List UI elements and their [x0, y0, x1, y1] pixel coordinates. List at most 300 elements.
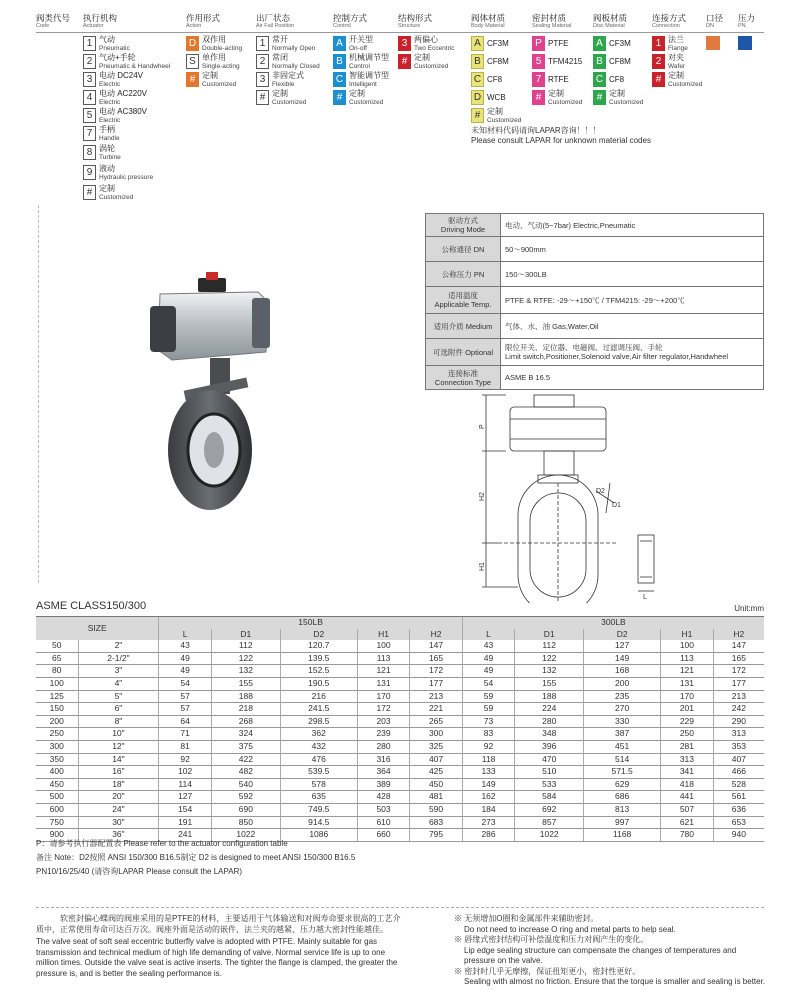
- table-cell: 73: [462, 715, 515, 728]
- option-disc-a: A CF3M: [593, 36, 631, 53]
- cell-dn: 750: [36, 816, 78, 829]
- prop-row-medium: 适用介质 Medium 气体、水、油 Gas,Water,Oil: [426, 314, 764, 339]
- cell-inch: 3": [78, 665, 159, 678]
- table-cell: 120.7: [280, 640, 357, 652]
- table-cell: 155: [211, 677, 280, 690]
- col-300-l: L: [462, 629, 515, 641]
- table-row: [36, 803, 764, 816]
- table-cell: 578: [280, 778, 357, 791]
- table-cell: 561: [713, 791, 764, 804]
- prop-row-optional: 可选附件 Optional 限位开关、定位器、电磁阀、过滤调压阀、手轮 Limit switch,Positioner,Solenoid valve,Air filter regulator,Handwheel: [426, 339, 764, 366]
- table-cell: 265: [410, 715, 463, 728]
- table-cell: 590: [410, 803, 463, 816]
- table-cell: 83: [462, 728, 515, 741]
- option-body-c: C CF8: [471, 72, 502, 89]
- cell-dn: 500: [36, 791, 78, 804]
- table-cell: 280: [357, 740, 410, 753]
- table-cell: 692: [515, 803, 584, 816]
- table-cell: 154: [159, 803, 212, 816]
- header-airfail: 出厂状态 Air Fail Position: [256, 13, 295, 29]
- table-cell: 914.5: [280, 816, 357, 829]
- table-cell: 147: [713, 640, 764, 652]
- table-cell: 241.5: [280, 703, 357, 716]
- table-cell: 375: [211, 740, 280, 753]
- description-cn: 软密封偏心蝶阀的阀座采用的是PTFE的材料，主要适用于气体输送和对阀寿命要求很高的工艺介质中，正常使用寿命可达百万次。阀座外面是活动的嵌件，法兰夹的越紧、压力越大密封性能越佳。: [36, 914, 401, 934]
- option-sealing-7: 7 RTFE: [532, 72, 569, 89]
- header-connection: 连接方式 Connection: [652, 13, 687, 29]
- feature-list: [454, 914, 766, 988]
- table-cell: 286: [462, 829, 515, 842]
- prop-row-driving: 驱动方式 Driving Mode 电动、气动(5~7bar) Electric,Pneumatic: [426, 214, 764, 237]
- table-cell: 690: [211, 803, 280, 816]
- table-cell: 432: [280, 740, 357, 753]
- table-cell: 1086: [280, 829, 357, 842]
- description-en: The valve seat of soft seal eccentric butterfly valve is adopted with PTFE. Mainly suitable for gas transmission and technical medium of high life demanding of valve. Normal service life is up to one million times. Outside the valve seat is active inserts. The tighter the flange is clamped, the greater the pressure is, and is better the sealing performance is.: [36, 937, 398, 978]
- table-cell: 270: [584, 703, 661, 716]
- table-cell: 653: [713, 816, 764, 829]
- table-cell: 132: [515, 665, 584, 678]
- table-cell: 177: [713, 677, 764, 690]
- table-cell: 54: [159, 677, 212, 690]
- cell-inch: 24": [78, 803, 159, 816]
- table-cell: 325: [410, 740, 463, 753]
- table-cell: 235: [584, 690, 661, 703]
- col-300-d2: D2: [584, 629, 661, 641]
- option-sealing-p: P PTFE: [532, 36, 568, 53]
- table-cell: 407: [410, 753, 463, 766]
- header-disc: 阀板材质 Disc Material: [593, 13, 628, 29]
- table-row: [36, 740, 764, 753]
- table-cell: 121: [661, 665, 714, 678]
- table-cell: 636: [713, 803, 764, 816]
- table-unit: Unit:mm: [734, 604, 764, 613]
- table-cell: 621: [661, 816, 714, 829]
- note-d2: 备注 Note：D2按照 ANSI 150/300 B16.5制定 D2 is designed to meet ANSI 150/300 B16.5: [36, 853, 356, 862]
- table-cell: 149: [584, 652, 661, 665]
- cell-dn: 900: [36, 829, 78, 842]
- table-cell: 795: [410, 829, 463, 842]
- cell-dn: 150: [36, 703, 78, 716]
- option-structure-3: 3 两偏心 Two Eccentric: [398, 36, 454, 53]
- cell-inch: 14": [78, 753, 159, 766]
- option-airfail-custom: # 定制 Customized: [256, 90, 306, 107]
- table-cell: 213: [713, 690, 764, 703]
- cell-inch: 4": [78, 677, 159, 690]
- prop-row-connection: 连接标准 Connection Type ASME B 16.5: [426, 366, 764, 390]
- table-cell: 127: [584, 640, 661, 652]
- cell-inch: 30": [78, 816, 159, 829]
- valve-product-image: [140, 272, 290, 532]
- table-cell: 428: [357, 791, 410, 804]
- table-cell: 49: [159, 652, 212, 665]
- cell-dn: 450: [36, 778, 78, 791]
- table-cell: 441: [661, 791, 714, 804]
- table-cell: 290: [713, 715, 764, 728]
- table-cell: 131: [661, 677, 714, 690]
- table-cell: 539.5: [280, 766, 357, 779]
- table-cell: 313: [661, 753, 714, 766]
- cell-inch: 18": [78, 778, 159, 791]
- table-cell: 362: [280, 728, 357, 741]
- table-cell: 482: [211, 766, 280, 779]
- option-disc-c: C CF8: [593, 72, 624, 89]
- table-cell: 224: [515, 703, 584, 716]
- table-cell: 59: [462, 703, 515, 716]
- col-300-h2: H2: [713, 629, 764, 641]
- table-row: [36, 753, 764, 766]
- table-cell: 298.5: [280, 715, 357, 728]
- table-cell: 997: [584, 816, 661, 829]
- table-cell: 242: [713, 703, 764, 716]
- table-cell: 683: [410, 816, 463, 829]
- dimension-table: [36, 616, 764, 842]
- table-cell: 241: [159, 829, 212, 842]
- table-cell: 177: [410, 677, 463, 690]
- cell-inch: 10": [78, 728, 159, 741]
- option-airfail-2: 2 常闭 Normally Closed: [256, 54, 320, 71]
- cell-inch: 8": [78, 715, 159, 728]
- table-cell: 268: [211, 715, 280, 728]
- table-cell: 686: [584, 791, 661, 804]
- option-disc-custom: # 定制 Customized: [593, 90, 643, 107]
- table-cell: 165: [410, 652, 463, 665]
- table-cell: 540: [211, 778, 280, 791]
- table-cell: 1022: [515, 829, 584, 842]
- properties-table: [425, 213, 764, 390]
- table-cell: 155: [515, 677, 584, 690]
- cell-dn: 300: [36, 740, 78, 753]
- table-cell: 127: [159, 791, 212, 804]
- option-body-a: A CF3M: [471, 36, 509, 53]
- table-cell: 172: [357, 703, 410, 716]
- table-cell: 71: [159, 728, 212, 741]
- table-cell: 112: [211, 640, 280, 652]
- table-cell: 857: [515, 816, 584, 829]
- dn-swatch: [706, 36, 720, 50]
- option-structure-custom: # 定制 Customized: [398, 54, 448, 71]
- option-actuator-9: 9 液动 Hydraulic pressure: [83, 165, 153, 182]
- table-cell: 49: [159, 665, 212, 678]
- table-cell: 121: [357, 665, 410, 678]
- table-cell: 466: [713, 766, 764, 779]
- col-150-d1: D1: [211, 629, 280, 641]
- cell-inch: 36": [78, 829, 159, 842]
- table-cell: 57: [159, 703, 212, 716]
- table-cell: 229: [661, 715, 714, 728]
- table-cell: 813: [584, 803, 661, 816]
- table-row: [36, 690, 764, 703]
- feature-1-cn: ※ 无须增加O圈和金属部件来辅助密封。: [454, 914, 599, 923]
- table-cell: 592: [211, 791, 280, 804]
- feature-2-cn: ※ 唇缘式密封结构可补偿温度和压力对阀产生的变化。: [454, 935, 649, 944]
- option-control-b: B 机械调节型 Control: [333, 54, 389, 71]
- pn-swatch: [738, 36, 752, 50]
- table-cell: 481: [410, 791, 463, 804]
- feature-3-en: Sealing with almost no friction. Ensure that the torque is smaller and sealing is better.: [464, 977, 766, 986]
- cell-dn: 400: [36, 766, 78, 779]
- table-cell: 407: [713, 753, 764, 766]
- table-cell: 250: [661, 728, 714, 741]
- option-disc-b: B CF8M: [593, 54, 631, 71]
- table-cell: 300: [410, 728, 463, 741]
- option-action-d: D 双作用 Double-acting: [186, 36, 242, 53]
- table-cell: 749.5: [280, 803, 357, 816]
- cell-inch: 2-1/2": [78, 652, 159, 665]
- cell-dn: 600: [36, 803, 78, 816]
- table-cell: 364: [357, 766, 410, 779]
- table-cell: 1168: [584, 829, 661, 842]
- table-cell: 170: [661, 690, 714, 703]
- table-cell: 165: [713, 652, 764, 665]
- table-cell: 172: [410, 665, 463, 678]
- table-cell: 133: [462, 766, 515, 779]
- prop-row-pn: 公称压力 PN 150～300LB: [426, 262, 764, 287]
- cell-dn: 250: [36, 728, 78, 741]
- table-cell: 450: [410, 778, 463, 791]
- cell-dn: 200: [36, 715, 78, 728]
- size-header: SIZE: [36, 617, 159, 641]
- option-sealing-custom: # 定制 Customized: [532, 90, 582, 107]
- col-300-d1: D1: [515, 629, 584, 641]
- table-cell: 152.5: [280, 665, 357, 678]
- table-cell: 122: [515, 652, 584, 665]
- note-pn: PN10/16/25/40 (请咨询LAPAR Please consult the LAPAR): [36, 867, 243, 876]
- table-cell: 149: [462, 778, 515, 791]
- table-cell: 418: [661, 778, 714, 791]
- option-connection-2: 2 对夹 Wafer: [652, 54, 685, 71]
- option-connection-custom: # 定制 Customized: [652, 72, 702, 89]
- table-cell: 112: [515, 640, 584, 652]
- table-cell: 389: [357, 778, 410, 791]
- table-cell: 571.5: [584, 766, 661, 779]
- table-row: [36, 766, 764, 779]
- table-row: [36, 778, 764, 791]
- prop-row-temp: 适用温度 Applicable Temp. PTFE & RTFE: -29～+150℃ / TFM4215: -29～+200℃: [426, 287, 764, 314]
- table-row: [36, 715, 764, 728]
- cell-dn: 100: [36, 677, 78, 690]
- table-cell: 57: [159, 690, 212, 703]
- table-cell: 313: [713, 728, 764, 741]
- table-cell: 850: [211, 816, 280, 829]
- table-cell: 184: [462, 803, 515, 816]
- option-actuator-custom: # 定制 Customized: [83, 185, 133, 202]
- table-cell: 353: [713, 740, 764, 753]
- table-row: [36, 677, 764, 690]
- table-cell: 172: [713, 665, 764, 678]
- feature-2-en: Lip edge sealing structure can compensate the changes of temperatures and pressure on the valve.: [464, 945, 737, 965]
- table-cell: 387: [584, 728, 661, 741]
- table-cell: 147: [410, 640, 463, 652]
- table-cell: 514: [584, 753, 661, 766]
- table-cell: 100: [661, 640, 714, 652]
- table-cell: 528: [713, 778, 764, 791]
- option-actuator-1: 1 气动 Pneumatic: [83, 36, 130, 53]
- table-cell: 43: [462, 640, 515, 652]
- table-row: [36, 703, 764, 716]
- table-cell: 584: [515, 791, 584, 804]
- table-row: [36, 728, 764, 741]
- table-cell: 503: [357, 803, 410, 816]
- option-airfail-3: 3 非固定式 Flexible: [256, 72, 304, 89]
- option-actuator-8: 8 涡轮 Turbine: [83, 145, 121, 162]
- table-cell: 510: [515, 766, 584, 779]
- table-cell: 170: [357, 690, 410, 703]
- group-300lb: 300LB: [462, 617, 764, 629]
- option-sealing-5: 5 TFM4215: [532, 54, 582, 71]
- option-body-b: B CF8M: [471, 54, 509, 71]
- header-structure: 结构形式 Structure: [398, 13, 433, 29]
- table-cell: 396: [515, 740, 584, 753]
- option-actuator-2: 2 气动+手轮 Pneumatic & Handwheel: [83, 54, 170, 71]
- unknown-material-note: 未知材料代码请询LAPAR咨询！！！ Please consult LAPAR for unknown material codes: [471, 126, 651, 145]
- table-row: [36, 816, 764, 829]
- cell-inch: 12": [78, 740, 159, 753]
- table-cell: 132: [211, 665, 280, 678]
- header-control: 控制方式 Control: [333, 13, 368, 29]
- table-row: [36, 652, 764, 665]
- col-150-l: L: [159, 629, 212, 641]
- option-actuator-3: 3 电动 DC24V Electric: [83, 72, 143, 89]
- table-title: ASME CLASS150/300: [36, 600, 147, 612]
- table-cell: 221: [410, 703, 463, 716]
- table-cell: 213: [410, 690, 463, 703]
- note-p: P：请参考执行器配置表 Please refer to the actuator configuration table: [36, 839, 288, 848]
- table-cell: 470: [515, 753, 584, 766]
- table-row: [36, 665, 764, 678]
- option-actuator-5: 5 电动 AC380V Electric: [83, 108, 147, 125]
- table-cell: 635: [280, 791, 357, 804]
- table-cell: 341: [661, 766, 714, 779]
- option-control-a: A 开关型 On-off: [333, 36, 373, 53]
- table-cell: 218: [211, 703, 280, 716]
- table-cell: 92: [462, 740, 515, 753]
- table-cell: 122: [211, 652, 280, 665]
- option-actuator-7: 7 手柄 Handle: [83, 126, 120, 143]
- table-cell: 59: [462, 690, 515, 703]
- table-cell: 239: [357, 728, 410, 741]
- table-cell: 451: [584, 740, 661, 753]
- cell-dn: 65: [36, 652, 78, 665]
- cell-inch: 16": [78, 766, 159, 779]
- label-h2: H2: [479, 492, 486, 501]
- option-body-custom: # 定制 Customized: [471, 108, 521, 125]
- table-cell: 425: [410, 766, 463, 779]
- header-sealing: 密封材质 Sealing Material: [532, 13, 572, 29]
- group-150lb: 150LB: [159, 617, 462, 629]
- table-cell: 280: [515, 715, 584, 728]
- table-cell: 316: [357, 753, 410, 766]
- prop-row-dn: 公称通径 DN 50～900mm: [426, 237, 764, 262]
- table-cell: 114: [159, 778, 212, 791]
- option-control-c: C 智能调节型 Intelligent: [333, 72, 389, 89]
- table-cell: 281: [661, 740, 714, 753]
- option-action-s: S 单作用 Single-acting: [186, 54, 240, 71]
- label-l: L: [643, 594, 647, 601]
- table-cell: 102: [159, 766, 212, 779]
- table-cell: 49: [462, 652, 515, 665]
- table-cell: 188: [515, 690, 584, 703]
- table-cell: 139.5: [280, 652, 357, 665]
- cell-dn: 50: [36, 640, 78, 652]
- header-actuator: 执行机构 Actuator: [83, 13, 118, 29]
- table-cell: 780: [661, 829, 714, 842]
- table-cell: 476: [280, 753, 357, 766]
- option-actuator-4: 4 电动 AC220V Electric: [83, 90, 147, 107]
- cell-dn: 125: [36, 690, 78, 703]
- table-cell: 1022: [211, 829, 280, 842]
- option-airfail-1: 1 常开 Normally Open: [256, 36, 315, 53]
- cell-dn: 350: [36, 753, 78, 766]
- header-action: 作用形式 Action: [186, 13, 221, 29]
- option-control-custom: # 定制 Customized: [333, 90, 383, 107]
- cell-dn: 80: [36, 665, 78, 678]
- table-cell: 100: [357, 640, 410, 652]
- table-cell: 92: [159, 753, 212, 766]
- table-cell: 54: [462, 677, 515, 690]
- table-cell: 81: [159, 740, 212, 753]
- feature-3-cn: ※ 密封时几乎无摩擦，保证扭矩更小，密封性更好。: [454, 966, 641, 976]
- table-cell: 188: [211, 690, 280, 703]
- header-body: 阀体材质 Body Material: [471, 13, 506, 29]
- cell-inch: 2": [78, 640, 159, 652]
- table-cell: 201: [661, 703, 714, 716]
- table-cell: 203: [357, 715, 410, 728]
- table-cell: 660: [357, 829, 410, 842]
- table-cell: 507: [661, 803, 714, 816]
- table-cell: 330: [584, 715, 661, 728]
- option-connection-1: 1 法兰 Flange: [652, 36, 688, 53]
- option-action-custom: # 定制 Customized: [186, 72, 236, 89]
- label-d1: D1: [612, 502, 621, 509]
- header-pn: 压力 PN: [738, 13, 756, 29]
- table-cell: 113: [357, 652, 410, 665]
- table-cell: 273: [462, 816, 515, 829]
- table-cell: 629: [584, 778, 661, 791]
- header-dn: 口径 DN: [706, 13, 724, 29]
- cell-inch: 5": [78, 690, 159, 703]
- table-cell: 940: [713, 829, 764, 842]
- label-h1: H1: [479, 562, 486, 571]
- dimension-drawing: [478, 385, 690, 603]
- table-cell: 200: [584, 677, 661, 690]
- table-row: [36, 640, 764, 652]
- table-cell: 64: [159, 715, 212, 728]
- table-cell: 610: [357, 816, 410, 829]
- table-cell: 168: [584, 665, 661, 678]
- table-cell: 324: [211, 728, 280, 741]
- table-row: [36, 791, 764, 804]
- col-150-h1: H1: [357, 629, 410, 641]
- table-cell: 190.5: [280, 677, 357, 690]
- table-cell: 131: [357, 677, 410, 690]
- label-p: P: [479, 424, 486, 429]
- table-cell: 118: [462, 753, 515, 766]
- table-cell: 533: [515, 778, 584, 791]
- table-cell: 162: [462, 791, 515, 804]
- description: [36, 914, 406, 979]
- col-300-h1: H1: [661, 629, 714, 641]
- cell-inch: 20": [78, 791, 159, 804]
- col-150-d2: D2: [280, 629, 357, 641]
- table-cell: 216: [280, 690, 357, 703]
- option-body-d: D WCB: [471, 90, 506, 107]
- table-cell: 422: [211, 753, 280, 766]
- col-150-h2: H2: [410, 629, 463, 641]
- cell-inch: 6": [78, 703, 159, 716]
- table-cell: 43: [159, 640, 212, 652]
- feature-1-en: Do not need to increase O ring and metal parts to help seal.: [464, 924, 676, 934]
- header-code: 阀类代号 Code: [36, 13, 71, 29]
